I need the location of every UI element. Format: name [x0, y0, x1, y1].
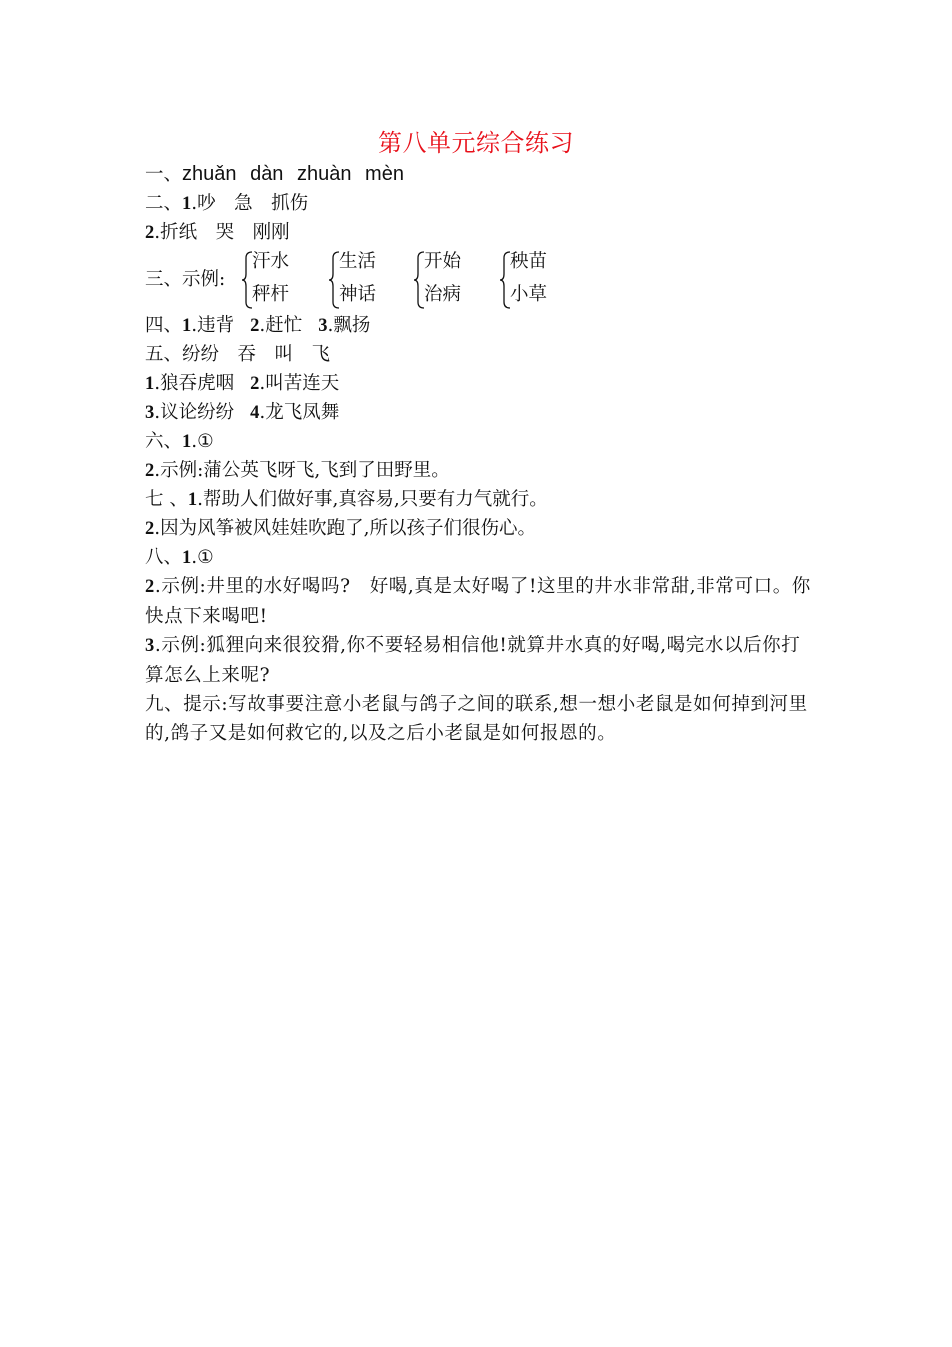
- section-4-item-number: 3: [318, 316, 328, 336]
- section-4-item-text: .违背: [191, 315, 235, 336]
- section-4-item-number: 2: [250, 316, 260, 336]
- section-4-item-text: .赶忙: [259, 315, 303, 336]
- section-8-q3-text: .示例:狐狸向来很狡猾,你不要轻易相信他!就算井水真的好喝,喝完水以后你打算怎么上来呢?: [145, 635, 801, 686]
- section-2-label: 二、: [145, 193, 183, 214]
- word-pair: [241, 247, 321, 309]
- section-2-q1: [145, 189, 815, 218]
- section-6-q2-text: .示例:蒲公英飞呀飞,飞到了田野里。: [154, 460, 450, 481]
- idiom-text: .龙飞凤舞: [259, 402, 340, 423]
- section-4-label: 四、: [145, 315, 183, 336]
- section-5-header: [145, 340, 815, 369]
- section-7-label: 七 、: [145, 489, 188, 510]
- section-6-q1-text: .①: [191, 431, 214, 452]
- word-pair-top: 汗水: [252, 251, 290, 272]
- section-3-label: 三、示例:: [145, 269, 226, 290]
- section-6-q2-number: 2: [145, 461, 155, 481]
- section-7-q1: [145, 485, 815, 514]
- section-3: [145, 247, 815, 311]
- section-2-q2: [145, 218, 815, 247]
- idiom-text: .议论纷纷: [154, 402, 235, 423]
- section-1-label: 一、: [145, 164, 183, 185]
- section-2-q1-number: 1: [182, 194, 192, 214]
- section-7-q1-text: .帮助人们做好事,真容易,只要有力气就行。: [197, 489, 548, 510]
- word-pair: [328, 247, 408, 309]
- word-pair-top: 生活: [339, 251, 377, 272]
- section-8-q2-number: 2: [145, 577, 155, 597]
- section-2-q2-text: .折纸 哭 刚刚: [154, 222, 290, 243]
- section-7-q2: [145, 514, 815, 543]
- idiom-number: 4: [250, 403, 260, 423]
- section-5-line-1: [145, 369, 815, 398]
- idiom-number: 3: [145, 403, 155, 423]
- section-1: [145, 160, 815, 189]
- section-7-q2-text: .因为风筝被风娃娃吹跑了,所以孩子们很伤心。: [154, 518, 537, 539]
- section-8-q1-text: .①: [191, 547, 214, 568]
- idiom-number: 2: [250, 374, 260, 394]
- section-8-q2-text: .示例:井里的水好喝吗? 好喝,真是太好喝了!这里的井水非常甜,非常可口。你快点下来喝吧!: [145, 576, 811, 627]
- word-pair-top: 秧苗: [510, 251, 548, 272]
- section-9-text: 九、提示:写故事要注意小老鼠与鸽子之间的联系,想一想小老鼠是如何掉到河里的,鸽子又是如何救它的,以及之后小老鼠是如何报恩的。: [145, 694, 808, 744]
- section-2-q1-text: .吵 急 抓伤: [191, 193, 309, 214]
- section-8-q1-number: 1: [182, 548, 192, 568]
- word-pair-bottom: 神话: [339, 284, 377, 305]
- section-6-q1-number: 1: [182, 432, 192, 452]
- section-2-q2-number: 2: [145, 223, 155, 243]
- section-4: [145, 311, 815, 340]
- section-7-q2-number: 2: [145, 519, 155, 539]
- section-8-q3-number: 3: [145, 636, 155, 656]
- word-pair: [499, 247, 579, 309]
- word-pair-bottom: 秤杆: [252, 284, 290, 305]
- section-6-q2: [145, 456, 815, 485]
- section-8-q2: [145, 572, 815, 631]
- idiom-number: 1: [145, 374, 155, 394]
- section-1-pinyin: zhuǎn dàn zhuàn mèn: [182, 163, 404, 185]
- section-5-label: 五、纷纷 吞 叫 飞: [145, 344, 331, 365]
- idiom-text: .叫苦连天: [259, 373, 340, 394]
- section-7-q1-number: 1: [187, 490, 198, 510]
- section-8-q3: [145, 631, 815, 690]
- answer-content: [145, 160, 815, 748]
- word-pair-bottom: 小草: [510, 284, 548, 305]
- word-pair-top: 开始: [424, 251, 462, 272]
- section-6-label: 六、: [145, 431, 183, 452]
- section-5-line-2: [145, 398, 815, 427]
- section-4-item-text: .飘扬: [327, 315, 371, 336]
- section-4-item-number: 1: [182, 316, 192, 336]
- idiom-text: .狼吞虎咽: [154, 373, 235, 394]
- word-pair: [413, 247, 493, 309]
- section-6-q1: [145, 427, 815, 456]
- section-9: [145, 690, 815, 748]
- page-title: 第八单元综合练习: [378, 129, 574, 157]
- word-pair-bottom: 治病: [424, 284, 462, 305]
- section-8-label: 八、: [145, 547, 183, 568]
- section-8-q1: [145, 543, 815, 572]
